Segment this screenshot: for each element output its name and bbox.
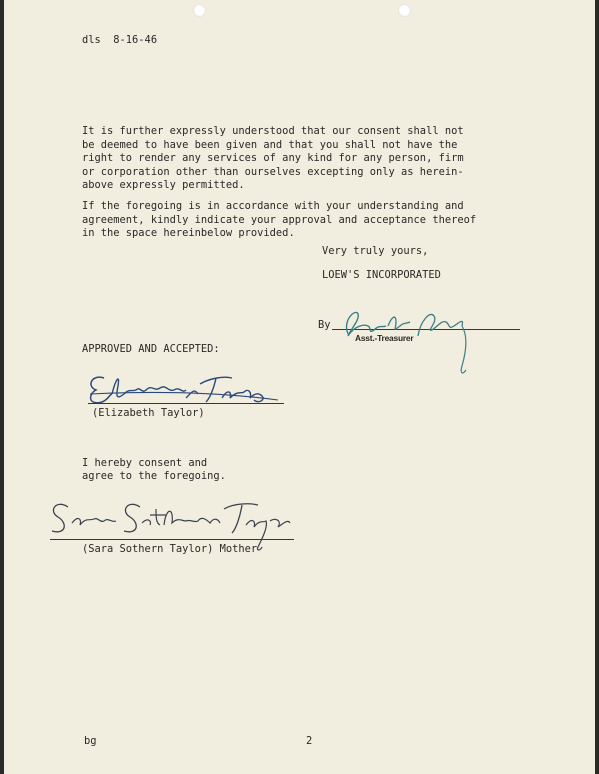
paragraph-line: be deemed to have been given and that you shall not have the xyxy=(82,138,458,151)
paragraph-line: If the foregoing is in accordance with your understanding and xyxy=(82,200,464,212)
reference-line: dls 8-16-46 xyxy=(82,34,158,46)
paragraph-consent-terms xyxy=(82,125,582,193)
punch-hole-right xyxy=(398,4,411,17)
paragraph-line: or corporation other than ourselves excepting only as herein- xyxy=(82,165,464,178)
paragraph-line: right to render any services of any kind for any person, firm xyxy=(82,152,464,165)
closing-salutation: Very truly yours, xyxy=(322,245,429,257)
consent-line: I hereby consent and xyxy=(82,457,208,469)
paragraph-line: It is further expressly understood that our consent shall not xyxy=(82,125,464,137)
paragraph-line: in the space hereinbelow provided. xyxy=(82,227,295,240)
company-name: LOEW'S INCORPORATED xyxy=(322,269,441,281)
approver-name: (Elizabeth Taylor) xyxy=(92,407,205,419)
approval-signature-line xyxy=(88,403,284,404)
page-number: 2 xyxy=(306,735,313,747)
paragraph-line: agreement, kindly indicate your approval and acceptance thereof xyxy=(82,213,477,226)
signer-title: Asst.-Treasurer xyxy=(355,333,414,343)
company-signature xyxy=(334,296,474,380)
paragraph-line: above expressly permitted. xyxy=(82,179,245,192)
punch-hole-left xyxy=(193,4,206,17)
by-label: By xyxy=(318,319,331,331)
consent-line: agree to the foregoing. xyxy=(82,470,226,482)
approval-heading: APPROVED AND ACCEPTED: xyxy=(82,343,220,355)
consenter-name: (Sara Sothern Taylor) Mother xyxy=(82,543,258,555)
consent-signature-line xyxy=(50,539,294,540)
document-page xyxy=(4,0,595,774)
typist-initials: bg xyxy=(84,735,97,747)
paragraph-acceptance-request xyxy=(82,200,582,241)
